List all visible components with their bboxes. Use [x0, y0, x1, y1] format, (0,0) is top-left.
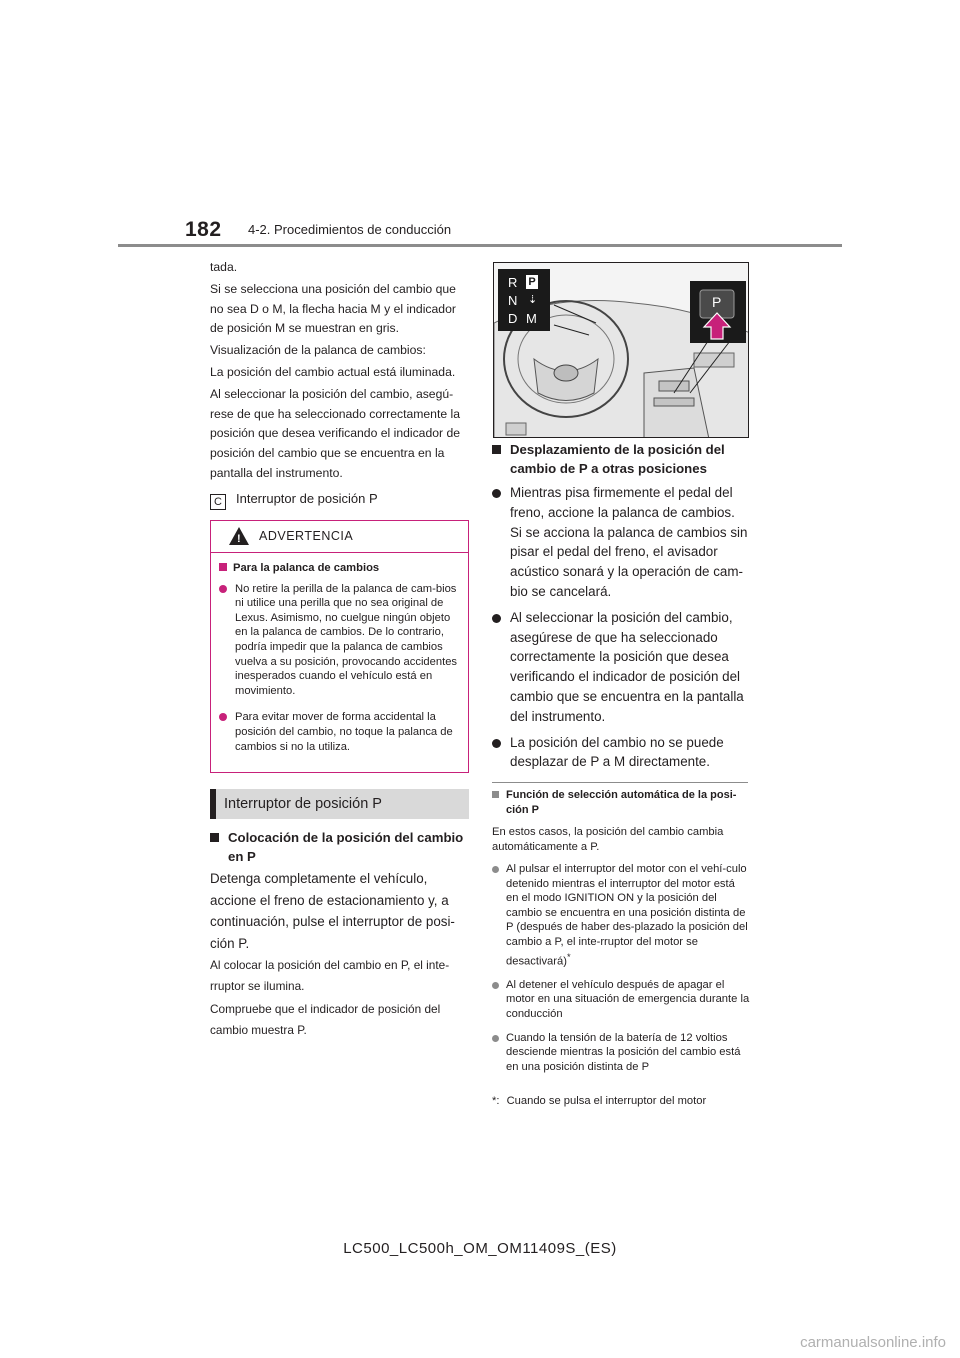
left-intro-text: [210, 258, 470, 484]
bullet-icon: [492, 739, 501, 748]
list-item-text: [506, 862, 750, 969]
warning-header: [211, 521, 468, 553]
warning-item-text: Para evitar mover de forma accidental la posición del cambio, no toque la palanca de cambios si no la utiliza.: [235, 711, 453, 753]
callout-label: C: [210, 494, 226, 510]
warning-title: ADVERTENCIA: [259, 529, 354, 543]
shift-out-heading-text: Desplazamiento de la posición del cambio de P a otras posiciones: [510, 442, 725, 476]
list-item-text-main: Al pulsar el interruptor del motor con el vehí-culo detenido mientras el interruptor del motor está en el modo IGNITION ON y la posición del cambio se encuentra en una posición distinta de P (después de haber des-plazado la posición del cambio a P, el inte-rruptor del motor se desactivará): [506, 863, 748, 968]
footnote-mark: *:: [492, 1095, 500, 1107]
set-p-body: Detenga completamente el vehículo, accione el freno de estacionamiento y, a continuación, pulse el interruptor de posi-ción P.: [210, 871, 455, 951]
footnote-text: Cuando se pulsa el interruptor del motor: [506, 1095, 707, 1107]
paragraph: tada.: [210, 260, 238, 274]
shift-out-heading: [492, 440, 748, 478]
gear-letter-M: M: [526, 311, 537, 326]
set-p-note-2: Compruebe que el indicador de posición del cambio muestra P.: [210, 1002, 441, 1037]
header-rule: [118, 244, 842, 247]
warning-item: [219, 710, 460, 754]
warning-body: [211, 553, 468, 754]
section-title: 4-2. Procedimientos de conducción: [248, 222, 452, 237]
dashboard-illustration: [493, 262, 749, 438]
square-bullet-icon: [219, 563, 227, 571]
list-item: [492, 733, 748, 773]
auto-p-list: [492, 862, 750, 1081]
shift-out-list: [492, 483, 748, 778]
list-item-text: La posición del cambio no se puede desplazar de P a M directamente.: [510, 734, 724, 770]
bullet-icon: [492, 982, 499, 989]
set-p-heading-text: Colocación de la posición del cambio en P: [228, 830, 464, 864]
gear-letter-D: D: [508, 311, 518, 326]
callout-text: Interruptor de posición P: [236, 491, 378, 506]
bullet-icon: [492, 614, 501, 623]
warning-subhead-text: Para la palanca de cambios: [233, 562, 380, 574]
bullet-icon: [219, 585, 227, 593]
bullet-icon: [492, 866, 499, 873]
list-item-text: Al seleccionar la posición del cambio, asegúrese de que ha seleccionado correctamente la posición que desea verificando el indicador de posición del cambio que se encuentra en la pantalla del instrumento.: [510, 609, 744, 724]
list-item: [492, 978, 750, 1022]
square-bullet-icon: [210, 833, 219, 842]
square-bullet-icon: [492, 791, 499, 798]
warning-subhead: [219, 561, 460, 576]
list-item: [492, 1031, 750, 1075]
paragraph: Visualización de la palanca de cambios:: [210, 343, 426, 358]
dashboard-drawing: [494, 263, 749, 438]
paragraph: Si se selecciona una posición del cambio que no sea D o M, la flecha hacia M y el indicador de posición M se muestran en gris.: [210, 281, 456, 336]
list-item-text: Mientras pisa firmemente el pedal del freno, accione la palanca de cambios. Si se acciona la palanca de cambios sin pisar el pedal del freno, el avisador acústico sonará y la operación de cam-bio se cancelará.: [510, 485, 748, 599]
square-bullet-icon: [492, 445, 501, 454]
warning-item-text: No retire la perilla de la palanca de cam-bios ni utilice una perilla que no sea original de Lexus. Asimismo, no cuelgue ningún objeto en la palanca de cambios. De lo contrario, podría impedir que la palanca de cambios vuelva a su posición, provocando accidentes inesperados cuando el vehículo está en movimiento.: [235, 582, 458, 697]
auto-p-intro: En estos casos, la posición del cambio cambia automáticamente a P.: [492, 826, 724, 853]
list-item-text: Cuando la tensión de la batería de 12 voltios desciende mientras la posición del cambio está en una posición distinta de P: [506, 1031, 741, 1073]
page-number: 182: [185, 218, 222, 241]
paragraph: La posición del cambio actual está iluminada.: [210, 364, 456, 379]
exclamation-icon: !: [237, 533, 241, 545]
callout-c: [210, 491, 378, 510]
list-item-text: Al detener el vehículo después de apagar el motor en una situación de emergencia durante la conducción: [506, 978, 750, 1021]
gear-letter-R: R: [508, 275, 518, 290]
auto-p-heading: [492, 788, 750, 817]
list-item: [492, 608, 748, 727]
document-code: LC500_LC500h_OM_OM11409S_(ES): [343, 1240, 617, 1257]
bullet-icon: [492, 1035, 499, 1042]
list-item: [492, 483, 748, 602]
bullet-icon: [492, 489, 501, 498]
divider: [492, 782, 748, 783]
asterisk: *: [566, 951, 571, 962]
list-item: [492, 862, 750, 969]
warning-item: [219, 582, 460, 699]
set-p-heading: [210, 828, 470, 866]
footnote: [492, 1094, 750, 1109]
set-p-note-1: Al colocar la posición del cambio en P, el inte-rruptor se ilumina.: [210, 958, 450, 993]
p-switch-label: P: [712, 294, 722, 310]
section-band-heading: Interruptor de posición P: [210, 789, 469, 819]
gear-letter-N: N: [508, 293, 518, 308]
warning-box: [210, 520, 469, 773]
bullet-icon: [219, 713, 227, 721]
paragraph: Al seleccionar la posición del cambio, asegú-rese de que ha seleccionado correctamente la posición que desea verificando el indicador de posición del cambio que se encuentra en la pantalla del instrumento.: [210, 386, 461, 480]
arrow-icon: ⇣: [528, 294, 538, 306]
gear-letter-P: P: [526, 275, 538, 289]
auto-p-heading-text: Función de selección automática de la posi-ción P: [506, 789, 737, 816]
watermark: carmanualsonline.info: [800, 1334, 946, 1351]
